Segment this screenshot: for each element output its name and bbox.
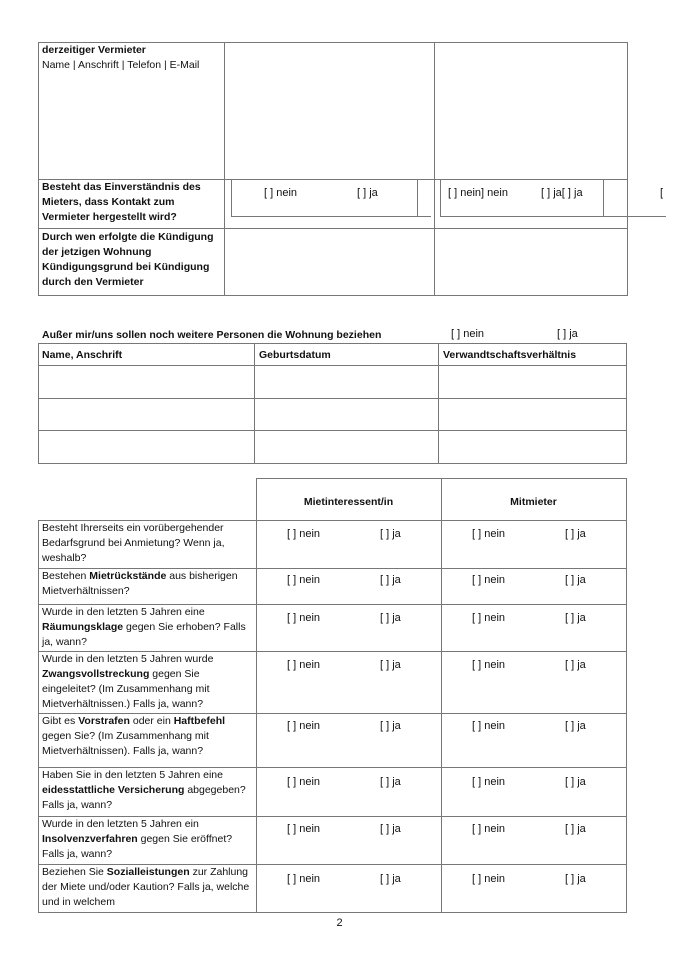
question-label	[42, 569, 254, 599]
person-row[interactable]	[39, 366, 626, 397]
cotenant-ja-checkbox[interactable]: [ ] ja	[565, 823, 586, 835]
question-keyword: Sozialleistungen	[106, 866, 190, 878]
question-label	[42, 817, 254, 862]
cotenant-nein-checkbox[interactable]: [ ] nein	[472, 720, 506, 732]
question-keyword: Mietrückstände	[89, 570, 167, 582]
question-text: gegen Sie eingeleitet? (Im Zusammenhang mit Mietverhältnissen.) Falls ja, wann?	[42, 668, 210, 710]
question-keyword: Vorstrafen	[78, 715, 130, 727]
applicant-ja-checkbox[interactable]: [ ] ja	[380, 720, 401, 732]
question-text: Wurde in den letzten 5 Jahren wurde	[42, 653, 214, 665]
other-persons-ja-checkbox[interactable]: [ ] ja	[557, 328, 578, 340]
contact-consent-label: Besteht das Einverständnis des Mieters, dass Kontakt zum Vermieter hergestellt wird?	[42, 181, 201, 223]
cotenant-ja-checkbox[interactable]: [ ] ja	[565, 776, 586, 788]
applicant-ja-checkbox[interactable]: [ ] ja	[380, 823, 401, 835]
question-keyword: Haftbefehl	[173, 715, 226, 727]
consent-applicant-ja-checkbox[interactable]: [ ] ja	[357, 187, 378, 199]
question-label	[42, 605, 254, 650]
cotenant-ja-checkbox[interactable]: [ ] ja	[565, 574, 586, 586]
question-text: zur Zahlung der Miete und/oder Kaution? Falls ja, welche und in welchem	[42, 866, 250, 908]
consent-cotenant-nein-checkbox[interactable]: [ ] nein] nein	[448, 187, 508, 199]
question-keyword: Räumungsklage	[42, 621, 124, 633]
col-header-birthdate: Geburtsdatum	[259, 349, 331, 361]
applicant-nein-checkbox[interactable]: [ ] nein	[287, 823, 321, 835]
question-keyword: Insolvenzverfahren	[42, 833, 138, 845]
col-header-cotenant: Mitmieter	[510, 496, 557, 508]
cotenant-nein-checkbox[interactable]: [ ] nein	[472, 574, 506, 586]
person-row[interactable]	[39, 399, 626, 430]
cotenant-ja-checkbox[interactable]: [ ] ja	[565, 659, 586, 671]
other-persons-question: Außer mir/uns sollen noch weitere Personen die Wohnung beziehen	[42, 329, 382, 341]
other-persons-nein-checkbox[interactable]: [ ] nein	[451, 328, 485, 340]
col-header-name: Name, Anschrift	[42, 349, 123, 361]
termination-label: Durch wen erfolgte die Kündigung der jetzigen Wohnung Kündigungsgrund bei Kündigung durch den Vermieter	[42, 231, 214, 288]
applicant-nein-checkbox[interactable]: [ ] nein	[287, 720, 321, 732]
question-text: gegen Sie eröffnet? Falls ja, wann?	[42, 833, 233, 860]
question-keyword: Zwangsvollstreckung	[42, 668, 150, 680]
cotenant-nein-checkbox[interactable]: [ ] nein	[472, 528, 506, 540]
col-header-applicant: Mietinteressent/in	[303, 496, 394, 508]
applicant-nein-checkbox[interactable]: [ ] nein	[287, 776, 321, 788]
col-header-relationship: Verwandtschaftsverhältnis	[443, 349, 577, 361]
question-text: Besteht Ihrerseits ein vorübergehender Bedarfsgrund bei Anmietung? Wenn ja, weshalb?	[42, 522, 225, 564]
question-text: Haben Sie in den letzten 5 Jahren eine	[42, 769, 223, 781]
applicant-ja-checkbox[interactable]: [ ] ja	[380, 873, 401, 885]
question-text: Beziehen Sie	[42, 866, 107, 878]
applicant-nein-checkbox[interactable]: [ ] nein	[287, 659, 321, 671]
cotenant-ja-checkbox[interactable]: [ ] ja	[565, 720, 586, 732]
applicant-nein-checkbox[interactable]: [ ] nein	[287, 574, 321, 586]
cotenant-nein-checkbox[interactable]: [ ] nein	[472, 612, 506, 624]
applicant-ja-checkbox[interactable]: [ ] ja	[380, 574, 401, 586]
question-text: gegen Sie erhoben? Falls ja, wann?	[42, 621, 246, 648]
question-label	[42, 714, 254, 759]
question-text: Bestehen	[42, 570, 90, 582]
applicant-nein-checkbox[interactable]: [ ] nein	[287, 528, 321, 540]
question-text: Gibt es	[42, 715, 79, 727]
termination-field[interactable]	[225, 229, 433, 294]
question-label	[42, 865, 254, 910]
current-landlord-field[interactable]	[225, 43, 433, 178]
question-keyword: eidesstattliche Versicherung	[42, 784, 185, 796]
cotenant-ja-checkbox[interactable]: [ ] ja	[565, 612, 586, 624]
current-landlord-label: derzeitiger Vermieter	[42, 44, 146, 56]
page-number: 2	[336, 917, 343, 929]
question-label	[42, 521, 254, 566]
applicant-ja-checkbox[interactable]: [ ] ja	[380, 528, 401, 540]
question-text: Wurde in den letzten 5 Jahren eine	[42, 606, 205, 618]
cotenant-nein-checkbox[interactable]: [ ] nein	[472, 873, 506, 885]
edge-bracket: [	[660, 187, 664, 199]
cotenant-ja-checkbox[interactable]: [ ] ja	[565, 528, 586, 540]
applicant-ja-checkbox[interactable]: [ ] ja	[380, 659, 401, 671]
cotenant-nein-checkbox[interactable]: [ ] nein	[472, 659, 506, 671]
applicant-ja-checkbox[interactable]: [ ] ja	[380, 612, 401, 624]
current-landlord-sublabel: Name | Anschrift | Telefon | E-Mail	[42, 59, 200, 71]
cotenant-nein-checkbox[interactable]: [ ] nein	[472, 776, 506, 788]
question-text: abgegeben? Falls ja, wann?	[42, 784, 246, 811]
consent-cotenant-ja-checkbox[interactable]: [ ] ja[ ] ja	[541, 187, 583, 199]
applicant-ja-checkbox[interactable]: [ ] ja	[380, 776, 401, 788]
question-label	[42, 768, 254, 813]
question-text: oder ein	[129, 715, 174, 727]
consent-applicant-nein-checkbox[interactable]: [ ] nein	[264, 187, 298, 199]
question-text: aus bisherigen Mietverhältnissen?	[42, 570, 238, 597]
question-label	[42, 652, 254, 712]
person-row[interactable]	[39, 431, 626, 462]
cotenant-ja-checkbox[interactable]: [ ] ja	[565, 873, 586, 885]
applicant-nein-checkbox[interactable]: [ ] nein	[287, 873, 321, 885]
applicant-nein-checkbox[interactable]: [ ] nein	[287, 612, 321, 624]
question-text: Wurde in den letzten 5 Jahren ein	[42, 818, 199, 830]
cotenant-nein-checkbox[interactable]: [ ] nein	[472, 823, 506, 835]
question-text: gegen Sie? (Im Zusammenhang mit Mietverhältnissen). Falls ja, wann?	[42, 730, 209, 757]
